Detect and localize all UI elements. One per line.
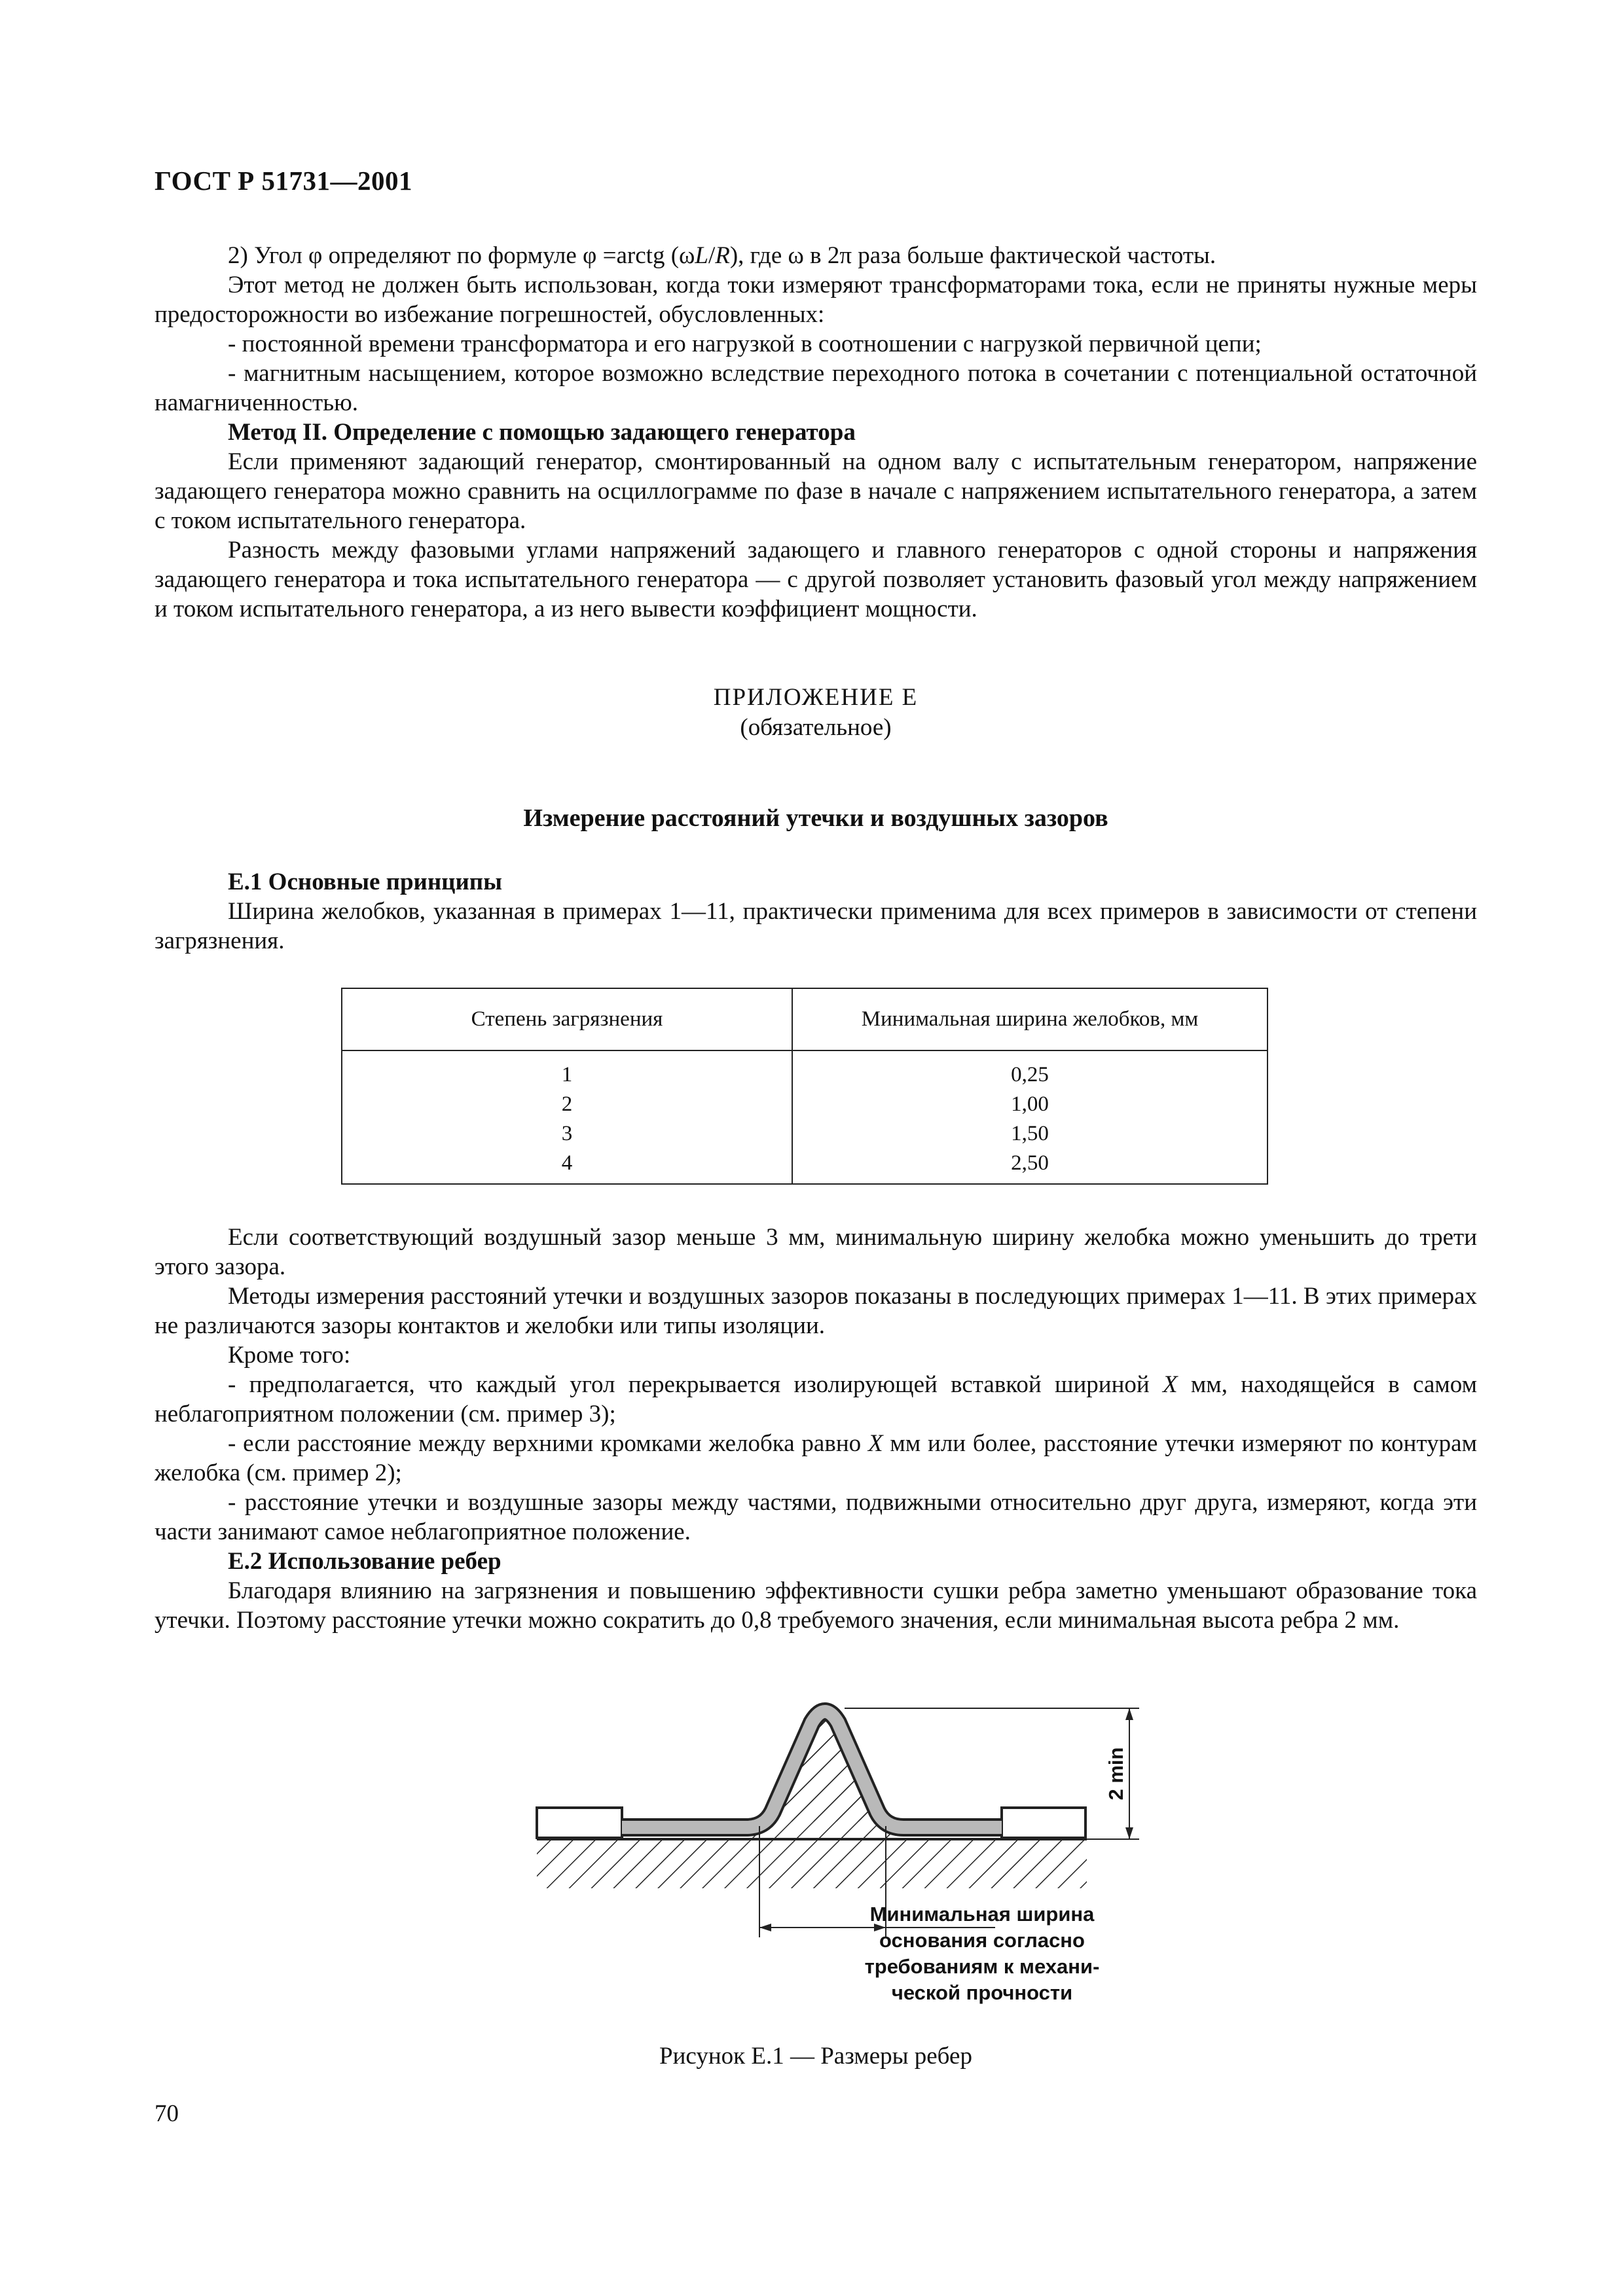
paragraph: - магнитным насыщением, которое возможно вследствие переходного потока в сочетании с потенциальной остаточной намагниченностью. — [155, 360, 1477, 416]
table-header-pollution: Степень загрязнения — [342, 988, 792, 1050]
table-cell: 1,00 — [792, 1090, 1267, 1119]
width-note-line: основания согласно — [879, 1929, 1085, 1952]
document-header: ГОСТ Р 51731—2001 — [155, 166, 412, 196]
table-cell: 0,25 — [792, 1050, 1267, 1090]
paragraph: Разность между фазовыми углами напряжений задающего и главного генераторов с одной стороны и напряжения задающего генератора и тока испытательного генератора — с другой позволяет установить фазовый угол между напряжением и током испытательного генератора, а из него вывести коэффициент мощности. — [155, 537, 1477, 622]
table-row — [342, 1149, 1267, 1184]
paragraph-formula: 2) Угол φ определяют по формуле φ =arctg (ωL/R), где ω в 2π раза больше фактической частоты. — [228, 242, 1216, 269]
appendix-title: Измерение расстояний утечки и воздушных зазоров — [523, 804, 1108, 832]
paragraph-groove: - если расстояние между верхними кромками желобка равно X мм или более, расстояние утечки измеряют по контурам желобка (см. пример 2); — [155, 1430, 1478, 1486]
method-heading: Метод II. Определение с помощью задающего генератора — [228, 419, 856, 446]
table-row — [342, 1119, 1267, 1149]
paragraph: - постоянной времени трансформатора и его нагрузкой в соотношении с нагрузкой первичной цепи; — [228, 331, 1262, 357]
table-cell: 4 — [342, 1149, 792, 1184]
paragraph: Ширина желобков, указанная в примерах 1—11, практически применима для всех примеров в зависимости от степени загрязнения. — [155, 898, 1477, 954]
paragraph: Если соответствующий воздушный зазор меньше 3 мм, минимальную ширину желобка можно уменьшить до трети этого зазора. — [155, 1224, 1477, 1280]
paragraph: Методы измерения расстояний утечки и воздушных зазоров показаны в последующих примерах 1—11. В этих примерах не различаются зазоры контактов и желобки или типы изоляции. — [155, 1283, 1477, 1339]
table-row — [342, 1090, 1267, 1119]
paragraph: Благодаря влиянию на загрязнения и повышению эффективности сушки ребра заметно уменьшают образование тока утечки. Поэтому расстояние утечки можно сократить до 0,8 требуемого значения, если минимальная высота ребра 2 мм. — [155, 1577, 1477, 1634]
table-cell: 1,50 — [792, 1119, 1267, 1149]
figure-caption: Рисунок Е.1 — Размеры ребер — [659, 2043, 972, 2070]
table-row — [342, 1050, 1267, 1090]
paragraph-insert: - предполагается, что каждый угол перекрывается изолирующей вставкой шириной X мм, находящейся в самом неблагоприятном положении (см. пример 3); — [155, 1371, 1477, 1427]
table-cell: 2 — [342, 1090, 792, 1119]
width-note-line: ческой прочности — [891, 1981, 1073, 2004]
width-note-line: требованиям к механи- — [864, 1955, 1100, 1978]
table-header-width: Минимальная ширина желобков, мм — [792, 988, 1267, 1050]
page-number: 70 — [155, 2100, 179, 2127]
rib-dimensions-figure — [524, 1689, 1152, 2029]
height-dimension-label: 2 min — [1104, 1747, 1127, 1801]
paragraph: - расстояние утечки и воздушные зазоры между частями, подвижными относительно друг друга, измеряют, когда эти части занимают самое неблагоприятное положение. — [155, 1489, 1477, 1545]
paragraph: Если применяют задающий генератор, смонтированный на одном валу с испытательным генератором, напряжение задающего генератора можно сравнить на осциллограмме по фазе в начале с напряжением испытательного генератора, а затем с током испытательного генератора. — [155, 448, 1477, 534]
table-cell: 1 — [342, 1050, 792, 1090]
table-cell: 2,50 — [792, 1149, 1267, 1184]
table-cell: 3 — [342, 1119, 792, 1149]
e2-heading: Е.2 Использование ребер — [228, 1548, 501, 1575]
width-note-line: Минимальная ширина — [869, 1903, 1095, 1926]
paragraph: Кроме того: — [228, 1342, 351, 1369]
left-block — [537, 1808, 622, 1838]
groove-width-table — [341, 988, 1268, 1185]
appendix-status: (обязательное) — [740, 714, 892, 741]
section-measurement — [155, 1223, 1477, 1635]
appendix-label: ПРИЛОЖЕНИЕ Е — [713, 684, 919, 711]
section-e1 — [155, 867, 1477, 956]
right-block — [1002, 1808, 1085, 1838]
paragraph: Этот метод не должен быть использован, когда токи измеряют трансформаторами тока, если не приняты нужные меры предосторожности во избежание погрешностей, обусловленных: — [155, 272, 1477, 328]
section-phase-methods — [155, 241, 1477, 624]
e1-heading: Е.1 Основные принципы — [228, 869, 503, 895]
